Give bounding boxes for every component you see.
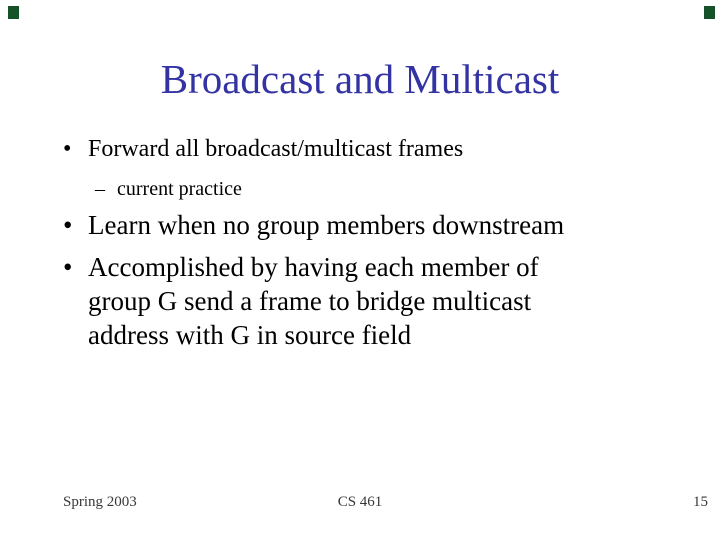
sub-bullet-item [95,176,683,202]
bullet-item [63,208,683,242]
bullet-item [63,250,683,352]
slide-body [63,134,683,352]
bullet-item [63,134,683,164]
dash-icon: – [95,178,105,200]
bullet-dot-icon: • [63,136,72,162]
footer-course: CS 461 [337,494,383,510]
corner-decoration-right-icon [704,6,715,19]
footer-page-number: 15 [693,494,708,510]
bullet-dot-icon: • [63,210,73,240]
slide-footer [0,494,720,512]
bullet-text: Learn when no group members downstream [88,210,565,240]
bullet-text: Accomplished by having each member of group G send a frame to bridge multicast address with G in source field [88,252,539,350]
slide-title: Broadcast and Multicast [160,56,560,102]
bullet-dot-icon: • [63,252,73,282]
bullet-text: Forward all broadcast/multicast frames [88,136,464,162]
footer-semester: Spring 2003 [63,494,137,510]
corner-decoration-left-icon [8,6,19,19]
sub-bullet-text: current practice [117,178,242,200]
